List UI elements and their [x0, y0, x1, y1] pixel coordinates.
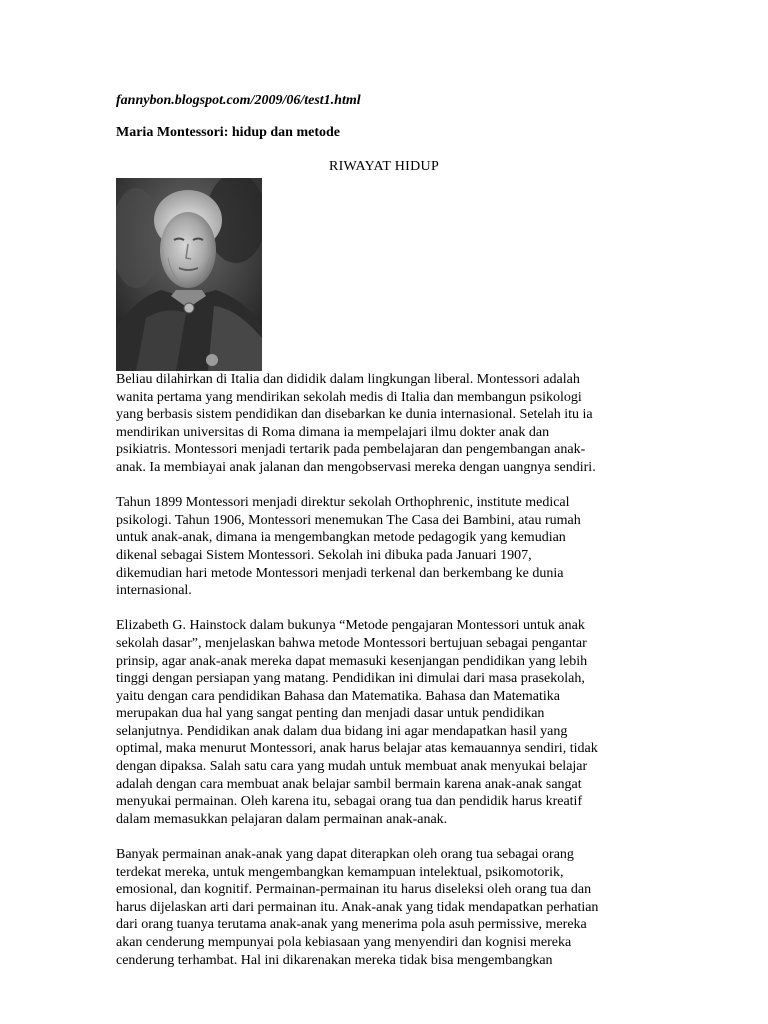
text-line: dikemudian hari metode Montessori menjadi terkenal dan berkembang ke dunia [116, 565, 564, 581]
text-line: Beliau dilahirkan di Italia dan dididik dalam lingkungan liberal. Montessori adalah [116, 372, 580, 387]
paragraph-1 [116, 371, 656, 477]
text-line: menyukai permainan. Oleh karena itu, sebagai orang tua dan pendidik harus kreatif [116, 794, 583, 810]
text-line: mendirikan universitas di Roma dimana ia mempelajari ilmu dokter anak dan [116, 424, 550, 440]
text-line: emosional, dan kognitif. Permainan-permainan itu harus diseleksi oleh orang tua dan [116, 882, 592, 898]
section-heading [0, 159, 768, 175]
source-url: fannybon.blogspot.com/2009/06/test1.html [116, 93, 361, 108]
text-line: cenderung terhambat. Hal ini dikarenakan mereka tidak bisa mengembangkan [116, 952, 553, 968]
text-line: Tahun 1899 Montessori menjadi direktur sekolah Orthophrenic, institute medical [116, 495, 570, 511]
text-line: yaitu dengan cara pendidikan Bahasa dan Matematika. Bahasa dan Matematika [116, 688, 560, 704]
text-line: Elizabeth G. Hainstock dalam bukunya “Metode pengajaran Montessori untuk anak [116, 618, 585, 634]
text-line: dalam memasukkan pelajaran dalam permainan anak-anak. [116, 811, 448, 827]
text-line: tinggi dengan persiapan yang matang. Pendidikan ini dimulai dari masa prasekolah, [116, 671, 585, 687]
text-line: psikologi. Tahun 1906, Montessori menemukan The Casa dei Bambini, atau rumah [116, 512, 581, 528]
text-line: psikiatris. Montessori menjadi tertarik pada pembelajaran dan pengembangan anak- [116, 442, 586, 458]
text-line: untuk anak-anak, dimana ia mengembangkan metode pedagogik yang kemudian [116, 530, 566, 546]
text-line: dengan dipaksa. Salah satu cara yang mudah untuk membuat anak menyukai belajar [116, 759, 588, 775]
text-line: Banyak permainan anak-anak yang dapat diterapkan oleh orang tua sebagai orang [116, 847, 574, 863]
text-line: prinsip, agar anak-anak mereka dapat memasuki kesenjangan pendidikan yang lebih [116, 653, 588, 669]
portrait-photo [116, 178, 262, 371]
document-title: Maria Montessori: hidup dan metode [116, 125, 340, 140]
paragraph-2 [116, 494, 656, 600]
text-line: optimal, maka menurut Montessori, anak harus belajar atas kemauannya sendiri, tidak [116, 741, 598, 757]
paragraph-4 [116, 846, 656, 969]
text-line: merupakan dua hal yang sangat penting dan menjadi dasar untuk pendidikan [116, 706, 545, 722]
text-line: wanita pertama yang mendirikan sekolah medis di Italia dan membangun psikologi [116, 389, 582, 405]
text-line: internasional. [116, 583, 192, 599]
text-line: selanjutnya. Pendidikan anak dalam dua bidang ini agar mendapatkan hasil yang [116, 723, 568, 739]
text-line: adalah dengan cara membuat anak belajar sambil bermain karena anak-anak sangat [116, 776, 582, 792]
text-line: harus dijelaskan arti dari permainan itu. Anak-anak yang tidak mendapatkan perhatian [116, 899, 599, 915]
text-line: akan cenderung mempunyai pola kebiasaan yang menyendiri dan kognisi mereka [116, 935, 572, 950]
paragraph-3 [116, 617, 656, 828]
text-line: dari orang tuanya terutama anak-anak yang menerima pola asuh permissive, mereka [116, 917, 587, 933]
text-line: terdekat mereka, untuk mengembangkan kemampuan intelektual, psikomotorik, [116, 864, 564, 880]
text-line: yang berbasis sistem pendidikan dan disebarkan ke dunia internasional. Setelah itu ia [116, 407, 593, 423]
section-heading-text: RIWAYAT HIDUP [328, 159, 440, 174]
body-text [116, 371, 656, 987]
text-line: anak. Ia membiayai anak jalanan dan mengobservasi mereka dengan uangnya sendiri. [116, 459, 596, 475]
text-line: sekolah dasar”, menjelaskan bahwa metode Montessori bertujuan sebagai pengantar [116, 635, 587, 651]
text-line: dikenal sebagai Sistem Montessori. Sekolah ini dibuka pada Januari 1907, [116, 547, 532, 563]
